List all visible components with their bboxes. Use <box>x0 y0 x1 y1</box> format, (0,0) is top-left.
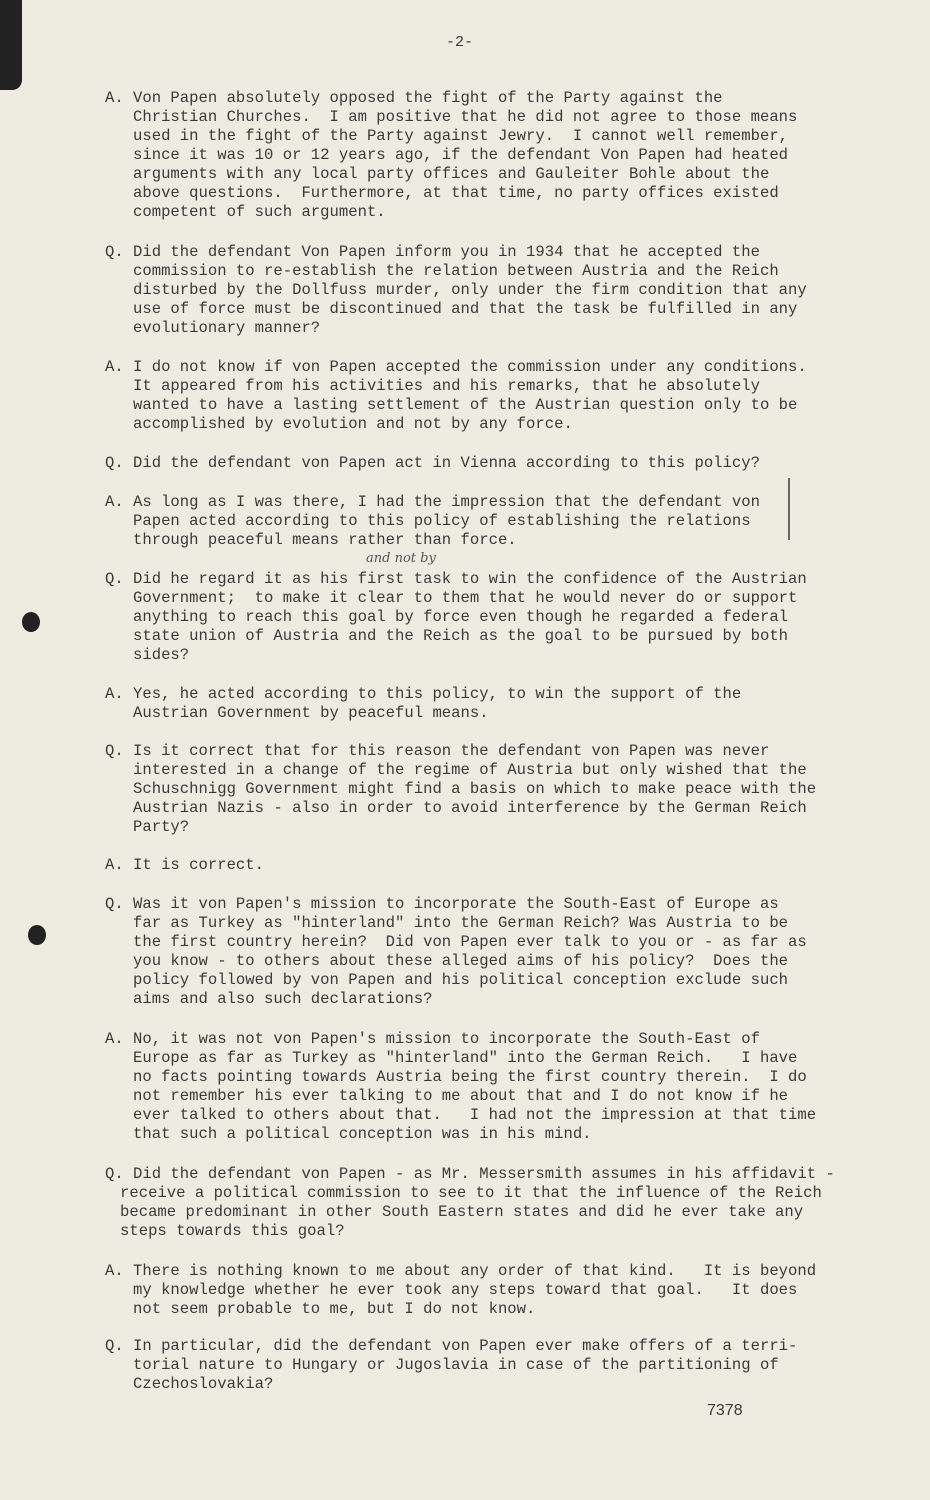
text-line: accomplished by evolution and not by any force. <box>133 415 573 433</box>
text-line: It appeared from his activities and his remarks, that he absolutely <box>133 377 760 395</box>
text-line: Schuschnigg Government might find a basis on which to make peace with the <box>133 780 817 798</box>
text-line: I do not know if von Papen accepted the commission under any conditions. <box>133 358 807 376</box>
text-line: my knowledge whether he ever took any steps toward that goal. It does <box>133 1281 798 1299</box>
text-line: As long as I was there, I had the impression that the defendant von <box>133 493 760 511</box>
punch-hole <box>28 925 46 945</box>
entry-text <box>133 454 865 473</box>
answer-block <box>105 856 865 875</box>
text-line: arguments with any local party offices and Gauleiter Bohle about the <box>133 165 770 183</box>
entry-label: Q. <box>105 742 124 760</box>
text-line: became predominant in other South Eastern states and did he ever take any <box>120 1203 804 1221</box>
text-line: There is nothing known to me about any order of that kind. It is beyond <box>133 1262 817 1280</box>
text-line: used in the fight of the Party against Jewry. I cannot well remember, <box>133 127 789 145</box>
text-line: Is it correct that for this reason the defendant von Papen was never <box>133 742 770 760</box>
text-line: not seem probable to me, but I do not know. <box>133 1300 536 1318</box>
entry-label: Q. <box>105 454 124 472</box>
text-line: Did he regard it as his first task to win the confidence of the Austrian <box>133 570 807 588</box>
entry-text <box>133 570 865 665</box>
text-line: steps towards this goal? <box>120 1222 345 1240</box>
text-line: Austrian Nazis - also in order to avoid interference by the German Reich <box>133 799 807 817</box>
text-line: Europe as far as Turkey as "hinterland" into the German Reich. I have <box>133 1049 798 1067</box>
text-line: commission to re-establish the relation between Austria and the Reich <box>133 262 779 280</box>
question-block <box>105 895 865 1009</box>
text-line: Did the defendant Von Papen inform you in 1934 that he accepted the <box>133 243 760 261</box>
question-block <box>105 243 865 338</box>
text-line: ever talked to others about that. I had not the impression at that time <box>133 1106 817 1124</box>
text-line: evolutionary manner? <box>133 319 321 337</box>
text-line: Christian Churches. I am positive that he did not agree to those means <box>133 108 798 126</box>
entry-text <box>133 856 865 875</box>
text-line: sides? <box>133 646 190 664</box>
entry-text <box>133 358 865 434</box>
question-block <box>105 1337 865 1394</box>
entry-label: A. <box>105 493 124 511</box>
entry-label: Q. <box>105 1337 124 1355</box>
question-block <box>105 742 865 837</box>
entry-text <box>133 1030 865 1144</box>
entry-text <box>133 89 865 222</box>
entry-text <box>133 493 865 550</box>
handwritten-note: and not by <box>366 551 436 566</box>
text-line: No, it was not von Papen's mission to incorporate the South-East of <box>133 1030 760 1048</box>
text-line: Did the defendant von Papen act in Vienna according to this policy? <box>133 454 760 472</box>
text-line: anything to reach this goal by force even though he regarded a federal <box>133 608 789 626</box>
text-line: Papen acted according to this policy of establishing the relations <box>133 512 751 530</box>
answer-block <box>105 685 865 723</box>
text-line: Party? <box>133 818 190 836</box>
entry-text <box>120 1165 865 1241</box>
entry-label: A. <box>105 856 124 874</box>
text-line: not remember his ever talking to me about that and I do not know if he <box>133 1087 789 1105</box>
entry-label: A. <box>105 1262 124 1280</box>
text-line: since it was 10 or 12 years ago, if the defendant Von Papen had heated <box>133 146 789 164</box>
punch-hole <box>22 612 40 632</box>
entry-label: A. <box>105 1030 124 1048</box>
page-number: -2- <box>446 34 474 51</box>
text-line: disturbed by the Dollfuss murder, only under the firm condition that any <box>133 281 807 299</box>
text-line: wanted to have a lasting settlement of the Austrian question only to be <box>133 396 798 414</box>
entry-label: Q. <box>105 243 124 261</box>
entry-label: A. <box>105 685 124 703</box>
text-line: It is correct. <box>133 856 265 874</box>
text-line: competent of such argument. <box>133 203 386 221</box>
answer-block <box>105 89 865 222</box>
answer-block <box>105 358 865 434</box>
text-line: the first country herein? Did von Papen ever talk to you or - as far as <box>133 933 807 951</box>
text-line: In particular, did the defendant von Papen ever make offers of a terri- <box>133 1337 798 1355</box>
question-block <box>105 570 865 665</box>
text-line: Did the defendant von Papen - as Mr. Messersmith assumes in his affidavit - <box>133 1165 835 1183</box>
entry-label: Q. <box>105 570 124 588</box>
entry-text <box>133 1262 865 1319</box>
entry-label: A. <box>105 89 124 107</box>
answer-block <box>105 1262 865 1319</box>
text-line: that such a political conception was in his mind. <box>133 1125 592 1143</box>
entry-label: A. <box>105 358 124 376</box>
question-block <box>105 454 865 473</box>
text-line: Czechoslovakia? <box>133 1375 274 1393</box>
text-line: Von Papen absolutely opposed the fight of the Party against the <box>133 89 723 107</box>
document-number: 7378 <box>707 1402 743 1419</box>
text-line: Was it von Papen's mission to incorporate the South-East of Europe as <box>133 895 779 913</box>
entry-text <box>133 243 865 338</box>
entry-label: Q. <box>105 895 124 913</box>
text-line: torial nature to Hungary or Jugoslavia in case of the partitioning of <box>133 1356 779 1374</box>
entry-label: Q. <box>105 1165 124 1183</box>
text-line: state union of Austria and the Reich as the goal to be pursued by both <box>133 627 789 645</box>
binding-mark <box>0 0 22 90</box>
text-line: aims and also such declarations? <box>133 990 433 1008</box>
text-line: Austrian Government by peaceful means. <box>133 704 489 722</box>
text-line: far as Turkey as "hinterland" into the German Reich? Was Austria to be <box>133 914 789 932</box>
text-line: receive a political commission to see to it that the influence of the Reich <box>120 1184 822 1202</box>
text-line: no facts pointing towards Austria being the first country therein. I do <box>133 1068 807 1086</box>
text-line: interested in a change of the regime of Austria but only wished that the <box>133 761 807 779</box>
entry-text <box>133 1337 865 1394</box>
text-line: use of force must be discontinued and that the task be fulfilled in any <box>133 300 798 318</box>
text-line: Government; to make it clear to them that he would never do or support <box>133 589 798 607</box>
text-line: policy followed by von Papen and his political conception exclude such <box>133 971 789 989</box>
entry-text <box>133 895 865 1009</box>
question-block <box>105 1165 865 1241</box>
text-line: through peaceful means rather than force. <box>133 531 517 549</box>
answer-block <box>105 1030 865 1144</box>
text-line: above questions. Furthermore, at that time, no party offices existed <box>133 184 779 202</box>
text-line: you know - to others about these alleged aims of his policy? Does the <box>133 952 789 970</box>
text-line: Yes, he acted according to this policy, to win the support of the <box>133 685 742 703</box>
entry-text <box>133 742 865 837</box>
answer-block <box>105 493 865 550</box>
entry-text <box>133 685 865 723</box>
